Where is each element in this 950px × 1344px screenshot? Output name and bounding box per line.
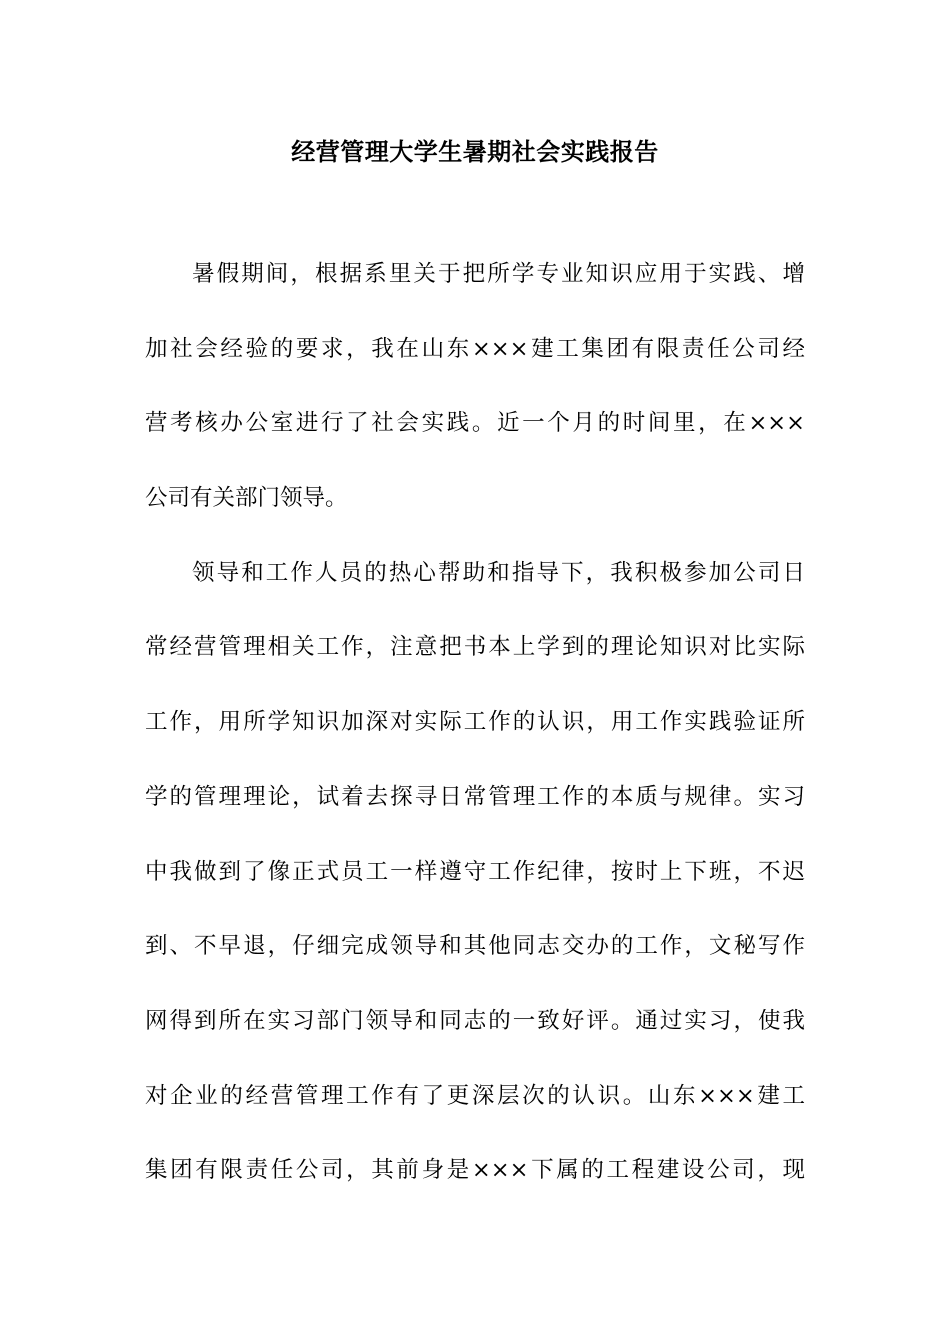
paragraph-2-line-4: 学的管理理论，试着去探寻日常管理工作的本质与规律。实习 [145,783,805,810]
paragraph-1-line-2: 加社会经验的要求，我在山东×××建工集团有限责任公司经 [145,335,805,362]
paragraph-1-line-1: 暑假期间，根据系里关于把所学专业知识应用于实践、增 [192,261,805,287]
paragraph-1-line-3: 营考核办公室进行了社会实践。近一个月的时间里，在××× [145,410,805,437]
paragraph-2-line-8: 对企业的经营管理工作有了更深层次的认识。山东×××建工 [145,1082,805,1109]
document-title: 经营管理大学生暑期社会实践报告 [291,137,659,166]
paragraph-2-line-6: 到、不早退，仔细完成领导和其他同志交办的工作，文秘写作 [145,933,805,960]
paragraph-2-line-2: 常经营管理相关工作，注意把书本上学到的理论知识对比实际 [145,634,805,661]
paragraph-2-line-1: 领导和工作人员的热心帮助和指导下，我积极参加公司日 [192,559,805,586]
paragraph-2-line-9: 集团有限责任公司，其前身是×××下属的工程建设公司，现 [145,1157,805,1184]
paragraph-1-line-4: 公司有关部门领导。 [145,485,348,512]
paragraph-2-line-7: 网得到所在实习部门领导和同志的一致好评。通过实习，使我 [145,1007,805,1034]
document-body [145,254,805,1225]
paragraph-2-line-3: 工作，用所学知识加深对实际工作的认识，用工作实践验证所 [145,709,805,736]
paragraph-2-line-5: 中我做到了像正式员工一样遵守工作纪律，按时上下班，不迟 [145,858,805,885]
